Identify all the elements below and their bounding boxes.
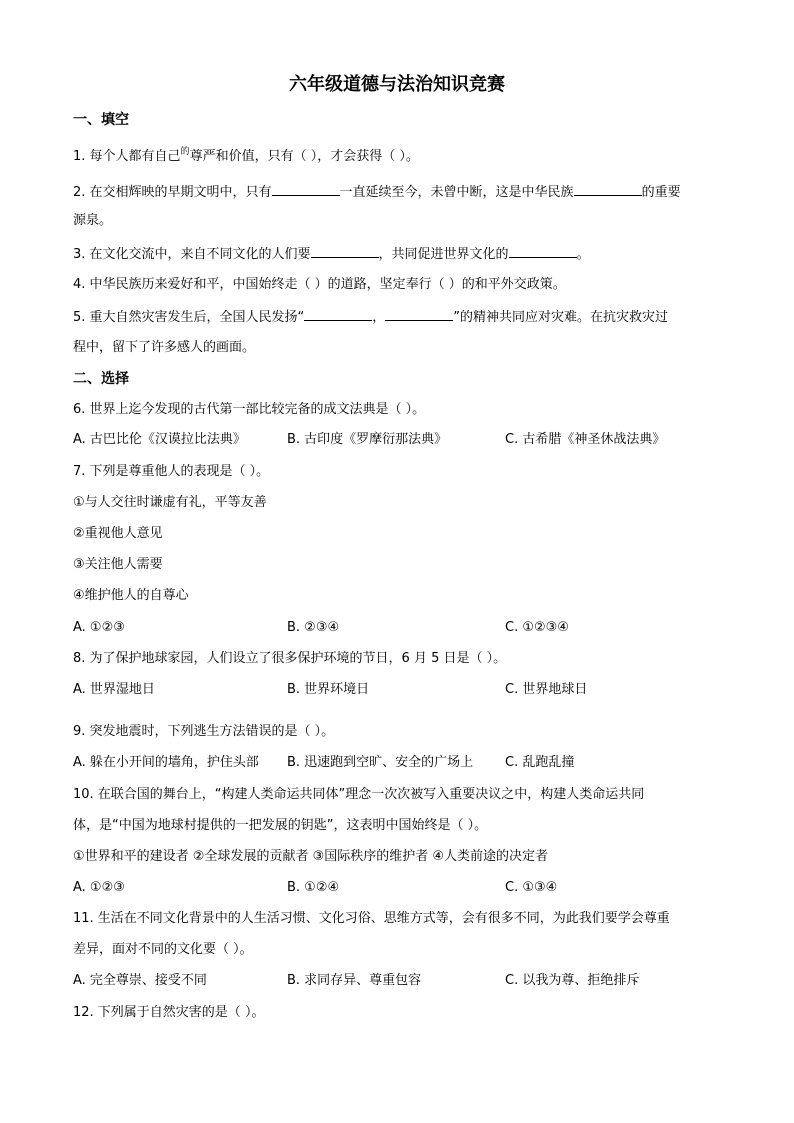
question-5-text-a: 5. 重大自然灾害发生后，全国人民发扬“ <box>73 310 305 325</box>
option-a: A. 躲在小开间的墙角，护住头部 <box>73 755 259 770</box>
question-11-line-2: 差异，面对不同的文化要（ ）。 <box>73 942 253 957</box>
question-6-options <box>73 431 733 449</box>
question-3-text-b: ，共同促进世界文化的 <box>378 247 509 262</box>
question-8: 8. 为了保护地球家园，人们设立了很多保护环境的节日，6 月 5 日是（ ）。 <box>73 651 507 666</box>
question-12: 12. 下列属于自然灾害的是（ ）。 <box>73 1005 265 1020</box>
page-title: 六年级道德与法治知识竞赛 <box>289 74 505 95</box>
answer-blank <box>304 307 372 321</box>
section-heading-fill-in: 一、填空 <box>73 112 129 128</box>
question-1-superscript: 的 <box>180 147 190 157</box>
option-a: A. ①②③ <box>73 880 125 895</box>
question-2-text-a: 2. 在交相辉映的早期文明中，只有 <box>73 185 272 200</box>
question-10-items: ①世界和平的建设者 ②全球发展的贡献者 ③国际秩序的维护者 ④人类前途的决定者 <box>73 849 549 864</box>
question-1-text-b: 尊严和价值，只有（ ），才会获得（ ）。 <box>189 149 419 164</box>
option-a: A. 古巴比伦《汉谟拉比法典》 <box>73 432 246 447</box>
option-c: C. 古希腊《神圣休战法典》 <box>505 432 666 447</box>
question-3 <box>73 244 590 264</box>
option-b: B. ②③④ <box>287 620 340 635</box>
option-c: C. ①③④ <box>505 880 558 895</box>
question-10-options <box>73 879 733 897</box>
option-c: C. ①②③④ <box>505 620 569 635</box>
answer-blank <box>574 182 642 196</box>
option-a: A. ①②③ <box>73 620 125 635</box>
question-5-continued: 程中，留下了许多感人的画面。 <box>73 340 256 355</box>
question-2 <box>73 182 681 202</box>
question-7: 7. 下列是尊重他人的表现是（ ）。 <box>73 464 270 479</box>
answer-blank <box>311 244 379 258</box>
question-6: 6. 世界上迄今发现的古代第一部比较完备的成文法典是（ ）。 <box>73 402 426 417</box>
question-2-continued: 源泉。 <box>73 213 113 228</box>
option-c: C. 世界地球日 <box>505 682 588 697</box>
question-1-text-a: 1. 每个人都有自己 <box>73 149 181 164</box>
question-2-text-b: 一直延续至今，未曾中断，这是中华民族 <box>339 185 574 200</box>
option-c: C. 以我为尊、拒绝排斥 <box>505 973 640 988</box>
option-b: B. 世界环境日 <box>287 682 370 697</box>
option-b: B. 古印度《罗摩衍那法典》 <box>287 432 448 447</box>
question-11-line-1: 11. 生活在不同文化背景中的人生活习惯、文化习俗、思维方式等，会有很多不同，为此我们要学会尊重 <box>73 911 670 926</box>
question-8-options <box>73 681 733 699</box>
answer-blank <box>385 307 453 321</box>
question-9: 9. 突发地震时，下列逃生方法错误的是（ ）。 <box>73 724 335 739</box>
question-2-text-c: 的重要 <box>641 185 681 200</box>
question-11-options <box>73 972 733 990</box>
option-c: C. 乱跑乱撞 <box>505 755 575 770</box>
question-3-text-a: 3. 在文化交流中，来自不同文化的人们要 <box>73 247 311 262</box>
question-5-text-b: ， <box>372 310 386 325</box>
section-heading-choice: 二、选择 <box>73 371 129 387</box>
answer-blank <box>509 244 577 258</box>
question-9-options <box>73 754 733 772</box>
question-7-item-1: ①与人交往时谦虚有礼，平等友善 <box>73 495 267 510</box>
question-4: 4. 中华民族历来爱好和平，中国始终走（ ）的道路，坚定奉行（ ）的和平外交政策。 <box>73 277 566 292</box>
question-7-item-2: ②重视他人意见 <box>73 526 163 541</box>
option-a: A. 完全尊崇、接受不同 <box>73 973 207 988</box>
question-5 <box>73 307 668 327</box>
option-b: B. 迅速跑到空旷、安全的广场上 <box>287 755 474 770</box>
question-3-text-c: 。 <box>576 247 590 262</box>
question-7-item-4: ④维护他人的自尊心 <box>73 588 189 603</box>
option-a: A. 世界湿地日 <box>73 682 155 697</box>
option-b: B. ①②④ <box>287 880 340 895</box>
question-7-item-3: ③关注他人需要 <box>73 557 163 572</box>
question-10-line-2: 体，是“中国为地球村提供的一把发展的钥匙”，这表明中国始终是（ ）。 <box>73 818 488 833</box>
option-b: B. 求同存异、尊重包容 <box>287 973 422 988</box>
question-1 <box>73 148 419 167</box>
question-5-text-c: ”的精神共同应对灾难。在抗灾救灾过 <box>453 310 669 325</box>
question-10-line-1: 10. 在联合国的舞台上，“构建人类命运共同体”理念一次次被写入重要决议之中，构建人类命运共同 <box>73 787 645 802</box>
question-7-options <box>73 619 733 637</box>
answer-blank <box>272 182 340 196</box>
